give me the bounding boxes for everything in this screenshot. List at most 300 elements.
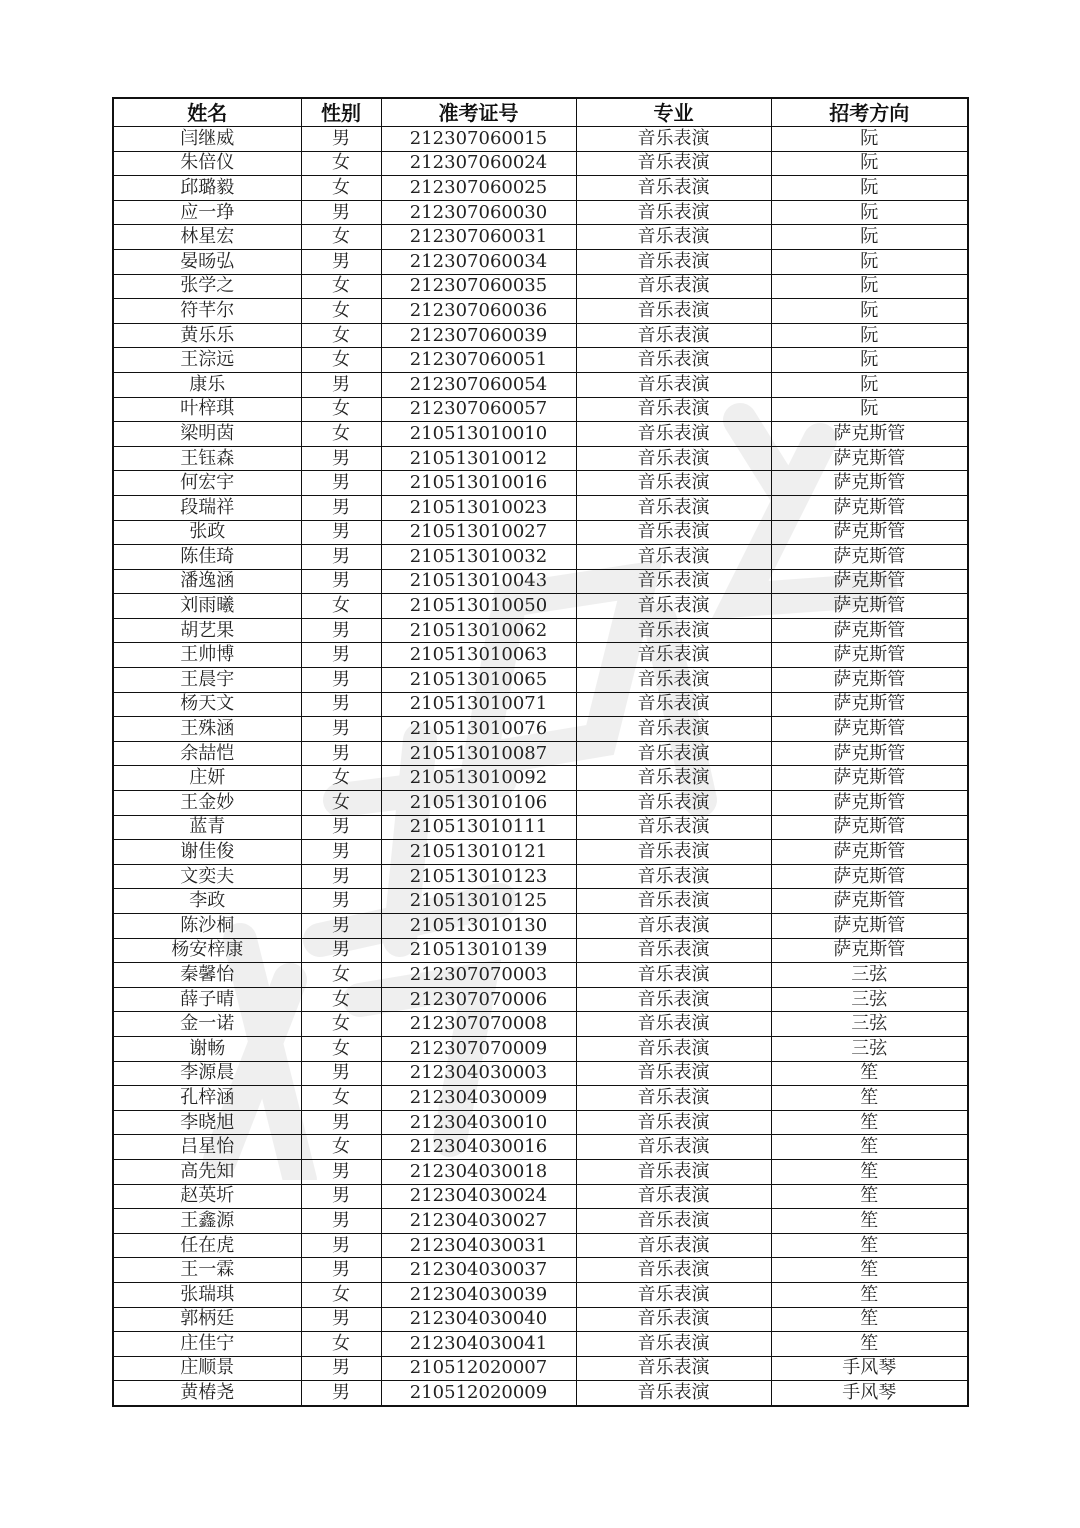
cell-major: 音乐表演	[576, 1135, 771, 1160]
table-row	[113, 225, 968, 250]
cell-gender: 女	[301, 397, 381, 422]
cell-gender: 女	[301, 766, 381, 791]
cell-exam-id: 212304030031	[381, 1233, 576, 1258]
cell-exam-id: 212304030018	[381, 1159, 576, 1184]
cell-name: 闫继威	[113, 127, 301, 152]
cell-gender: 女	[301, 1036, 381, 1061]
table-row	[113, 200, 968, 225]
table-row	[113, 938, 968, 963]
cell-gender: 男	[301, 1110, 381, 1135]
cell-major: 音乐表演	[576, 938, 771, 963]
cell-exam-id: 210513010062	[381, 618, 576, 643]
table-row	[113, 741, 968, 766]
cell-major: 音乐表演	[576, 766, 771, 791]
cell-exam-id: 212307060039	[381, 323, 576, 348]
cell-exam-id: 212307060030	[381, 200, 576, 225]
table-row	[113, 397, 968, 422]
cell-name: 段瑞祥	[113, 495, 301, 520]
cell-name: 张政	[113, 520, 301, 545]
cell-name: 谢畅	[113, 1036, 301, 1061]
cell-gender: 男	[301, 1356, 381, 1381]
cell-name: 林星宏	[113, 225, 301, 250]
cell-name: 杨天文	[113, 692, 301, 717]
table-row	[113, 594, 968, 619]
cell-exam-id: 210513010111	[381, 815, 576, 840]
header-gender: 性别	[301, 98, 381, 127]
cell-major: 音乐表演	[576, 422, 771, 447]
cell-major: 音乐表演	[576, 594, 771, 619]
cell-major: 音乐表演	[576, 151, 771, 176]
cell-exam-id: 212304030009	[381, 1086, 576, 1111]
cell-name: 谢佳俊	[113, 840, 301, 865]
cell-gender: 男	[301, 741, 381, 766]
cell-exam-id: 210513010012	[381, 446, 576, 471]
cell-exam-id: 212307060025	[381, 176, 576, 201]
cell-gender: 男	[301, 840, 381, 865]
cell-gender: 女	[301, 225, 381, 250]
cell-direction: 萨克斯管	[771, 643, 968, 668]
cell-direction: 萨克斯管	[771, 766, 968, 791]
cell-direction: 阮	[771, 249, 968, 274]
cell-direction: 阮	[771, 274, 968, 299]
cell-name: 郭柄廷	[113, 1307, 301, 1332]
cell-name: 陈沙桐	[113, 914, 301, 939]
table-row	[113, 1036, 968, 1061]
table-row	[113, 1356, 968, 1381]
cell-major: 音乐表演	[576, 864, 771, 889]
cell-major: 音乐表演	[576, 299, 771, 324]
cell-direction: 笙	[771, 1159, 968, 1184]
cell-gender: 女	[301, 987, 381, 1012]
cell-major: 音乐表演	[576, 741, 771, 766]
cell-exam-id: 210513010016	[381, 471, 576, 496]
cell-major: 音乐表演	[576, 987, 771, 1012]
cell-name: 叶梓琪	[113, 397, 301, 422]
cell-gender: 男	[301, 495, 381, 520]
cell-exam-id: 212307060057	[381, 397, 576, 422]
cell-exam-id: 212304030024	[381, 1184, 576, 1209]
cell-name: 刘雨曦	[113, 594, 301, 619]
table-row	[113, 1209, 968, 1234]
admission-roster-table	[112, 97, 969, 1407]
cell-name: 孔梓涵	[113, 1086, 301, 1111]
cell-direction: 阮	[771, 200, 968, 225]
cell-major: 音乐表演	[576, 274, 771, 299]
cell-gender: 女	[301, 1086, 381, 1111]
cell-direction: 萨克斯管	[771, 840, 968, 865]
cell-major: 音乐表演	[576, 1086, 771, 1111]
cell-exam-id: 210513010071	[381, 692, 576, 717]
cell-name: 李晓旭	[113, 1110, 301, 1135]
cell-name: 高先知	[113, 1159, 301, 1184]
cell-major: 音乐表演	[576, 1012, 771, 1037]
cell-major: 音乐表演	[576, 1061, 771, 1086]
table-row	[113, 692, 968, 717]
cell-direction: 阮	[771, 372, 968, 397]
cell-name: 庄佳宁	[113, 1332, 301, 1357]
cell-direction: 手风琴	[771, 1356, 968, 1381]
cell-major: 音乐表演	[576, 791, 771, 816]
cell-name: 文奕夫	[113, 864, 301, 889]
cell-name: 应一琤	[113, 200, 301, 225]
cell-direction: 萨克斯管	[771, 520, 968, 545]
cell-direction: 阮	[771, 397, 968, 422]
cell-name: 张瑞琪	[113, 1282, 301, 1307]
cell-gender: 女	[301, 791, 381, 816]
table-row	[113, 422, 968, 447]
cell-gender: 男	[301, 717, 381, 742]
table-row	[113, 1061, 968, 1086]
cell-exam-id: 210513010139	[381, 938, 576, 963]
cell-exam-id: 212304030010	[381, 1110, 576, 1135]
cell-gender: 女	[301, 594, 381, 619]
cell-gender: 男	[301, 372, 381, 397]
cell-exam-id: 212307060036	[381, 299, 576, 324]
cell-direction: 笙	[771, 1135, 968, 1160]
cell-name: 潘逸涵	[113, 569, 301, 594]
cell-direction: 阮	[771, 127, 968, 152]
table-row	[113, 1258, 968, 1283]
table-row	[113, 914, 968, 939]
cell-exam-id: 212304030041	[381, 1332, 576, 1357]
cell-name: 任在虎	[113, 1233, 301, 1258]
table-row	[113, 274, 968, 299]
cell-major: 音乐表演	[576, 249, 771, 274]
cell-exam-id: 212304030037	[381, 1258, 576, 1283]
table-row	[113, 545, 968, 570]
cell-gender: 男	[301, 1209, 381, 1234]
cell-gender: 男	[301, 692, 381, 717]
cell-name: 何宏宇	[113, 471, 301, 496]
cell-direction: 萨克斯管	[771, 471, 968, 496]
table-row	[113, 1086, 968, 1111]
cell-exam-id: 210513010125	[381, 889, 576, 914]
cell-exam-id: 210513010010	[381, 422, 576, 447]
cell-exam-id: 210513010087	[381, 741, 576, 766]
cell-gender: 女	[301, 299, 381, 324]
table-row	[113, 766, 968, 791]
cell-name: 邱璐毅	[113, 176, 301, 201]
table-row	[113, 323, 968, 348]
cell-direction: 三弦	[771, 1036, 968, 1061]
cell-major: 音乐表演	[576, 889, 771, 914]
cell-name: 李源晨	[113, 1061, 301, 1086]
cell-major: 音乐表演	[576, 1159, 771, 1184]
cell-gender: 女	[301, 274, 381, 299]
cell-name: 康乐	[113, 372, 301, 397]
cell-gender: 女	[301, 151, 381, 176]
table-row	[113, 717, 968, 742]
cell-direction: 笙	[771, 1332, 968, 1357]
cell-direction: 萨克斯管	[771, 791, 968, 816]
table-row	[113, 791, 968, 816]
table-row	[113, 643, 968, 668]
cell-gender: 男	[301, 668, 381, 693]
cell-direction: 笙	[771, 1061, 968, 1086]
cell-major: 音乐表演	[576, 446, 771, 471]
cell-name: 王一霖	[113, 1258, 301, 1283]
table-row	[113, 446, 968, 471]
cell-gender: 男	[301, 569, 381, 594]
cell-direction: 萨克斯管	[771, 815, 968, 840]
cell-name: 符芊尔	[113, 299, 301, 324]
cell-major: 音乐表演	[576, 495, 771, 520]
table-row	[113, 1110, 968, 1135]
cell-name: 陈佳琦	[113, 545, 301, 570]
cell-name: 杨安梓康	[113, 938, 301, 963]
cell-gender: 女	[301, 348, 381, 373]
cell-name: 王金妙	[113, 791, 301, 816]
cell-direction: 三弦	[771, 987, 968, 1012]
cell-exam-id: 210513010063	[381, 643, 576, 668]
cell-direction: 笙	[771, 1209, 968, 1234]
table-row	[113, 618, 968, 643]
cell-gender: 女	[301, 1282, 381, 1307]
cell-gender: 男	[301, 545, 381, 570]
cell-direction: 手风琴	[771, 1381, 968, 1406]
table-row	[113, 249, 968, 274]
cell-major: 音乐表演	[576, 520, 771, 545]
cell-major: 音乐表演	[576, 815, 771, 840]
cell-major: 音乐表演	[576, 127, 771, 152]
table-row	[113, 299, 968, 324]
table-row	[113, 840, 968, 865]
cell-direction: 萨克斯管	[771, 889, 968, 914]
cell-name: 王鑫源	[113, 1209, 301, 1234]
cell-name: 王殊涵	[113, 717, 301, 742]
table-row	[113, 520, 968, 545]
cell-direction: 萨克斯管	[771, 446, 968, 471]
cell-exam-id: 210513010065	[381, 668, 576, 693]
cell-major: 音乐表演	[576, 1036, 771, 1061]
cell-exam-id: 212307060051	[381, 348, 576, 373]
cell-gender: 男	[301, 1258, 381, 1283]
cell-major: 音乐表演	[576, 1356, 771, 1381]
cell-exam-id: 210513010106	[381, 791, 576, 816]
header-name: 姓名	[113, 98, 301, 127]
table-row	[113, 1159, 968, 1184]
cell-gender: 男	[301, 643, 381, 668]
cell-major: 音乐表演	[576, 200, 771, 225]
header-exam-id: 准考证号	[381, 98, 576, 127]
cell-name: 张学之	[113, 274, 301, 299]
cell-exam-id: 212307070003	[381, 963, 576, 988]
cell-exam-id: 212304030003	[381, 1061, 576, 1086]
cell-direction: 笙	[771, 1282, 968, 1307]
cell-major: 音乐表演	[576, 225, 771, 250]
table-row	[113, 1135, 968, 1160]
cell-gender: 女	[301, 963, 381, 988]
cell-direction: 萨克斯管	[771, 668, 968, 693]
table-row	[113, 471, 968, 496]
cell-exam-id: 212307060035	[381, 274, 576, 299]
cell-name: 秦馨怡	[113, 963, 301, 988]
cell-gender: 男	[301, 520, 381, 545]
table-row	[113, 963, 968, 988]
cell-exam-id: 210513010130	[381, 914, 576, 939]
cell-gender: 女	[301, 422, 381, 447]
cell-exam-id: 210513010032	[381, 545, 576, 570]
cell-direction: 笙	[771, 1086, 968, 1111]
cell-major: 音乐表演	[576, 1110, 771, 1135]
table-row	[113, 176, 968, 201]
cell-name: 吕星怡	[113, 1135, 301, 1160]
table-row	[113, 348, 968, 373]
cell-exam-id: 212307060015	[381, 127, 576, 152]
cell-major: 音乐表演	[576, 176, 771, 201]
cell-direction: 萨克斯管	[771, 914, 968, 939]
cell-name: 王钰森	[113, 446, 301, 471]
cell-gender: 女	[301, 1135, 381, 1160]
cell-gender: 男	[301, 1381, 381, 1406]
table-row	[113, 864, 968, 889]
cell-name: 胡艺果	[113, 618, 301, 643]
cell-direction: 萨克斯管	[771, 741, 968, 766]
table-row	[113, 151, 968, 176]
cell-gender: 女	[301, 323, 381, 348]
table-row	[113, 1233, 968, 1258]
cell-direction: 萨克斯管	[771, 495, 968, 520]
cell-name: 余喆恺	[113, 741, 301, 766]
cell-gender: 男	[301, 200, 381, 225]
cell-gender: 男	[301, 1233, 381, 1258]
cell-major: 音乐表演	[576, 397, 771, 422]
table-header-row	[113, 98, 968, 127]
table-row	[113, 372, 968, 397]
cell-gender: 男	[301, 1307, 381, 1332]
cell-direction: 笙	[771, 1233, 968, 1258]
cell-major: 音乐表演	[576, 1209, 771, 1234]
cell-major: 音乐表演	[576, 643, 771, 668]
cell-direction: 阮	[771, 176, 968, 201]
cell-direction: 萨克斯管	[771, 864, 968, 889]
cell-gender: 男	[301, 127, 381, 152]
cell-major: 音乐表演	[576, 618, 771, 643]
cell-gender: 男	[301, 938, 381, 963]
cell-exam-id: 212307060034	[381, 249, 576, 274]
cell-direction: 萨克斯管	[771, 717, 968, 742]
cell-major: 音乐表演	[576, 545, 771, 570]
cell-major: 音乐表演	[576, 668, 771, 693]
cell-exam-id: 212307060024	[381, 151, 576, 176]
cell-direction: 阮	[771, 323, 968, 348]
cell-major: 音乐表演	[576, 348, 771, 373]
cell-gender: 女	[301, 176, 381, 201]
cell-exam-id: 212307060031	[381, 225, 576, 250]
cell-direction: 笙	[771, 1307, 968, 1332]
cell-direction: 笙	[771, 1258, 968, 1283]
cell-exam-id: 210512020007	[381, 1356, 576, 1381]
cell-gender: 男	[301, 1061, 381, 1086]
cell-name: 晏旸弘	[113, 249, 301, 274]
cell-name: 李政	[113, 889, 301, 914]
cell-name: 赵英圻	[113, 1184, 301, 1209]
cell-exam-id: 210513010023	[381, 495, 576, 520]
cell-direction: 萨克斯管	[771, 569, 968, 594]
table-row	[113, 1184, 968, 1209]
cell-major: 音乐表演	[576, 569, 771, 594]
cell-name: 庄顺景	[113, 1356, 301, 1381]
cell-exam-id: 210513010050	[381, 594, 576, 619]
cell-major: 音乐表演	[576, 914, 771, 939]
cell-name: 朱倍仪	[113, 151, 301, 176]
cell-gender: 女	[301, 1012, 381, 1037]
header-direction: 招考方向	[771, 98, 968, 127]
cell-gender: 男	[301, 471, 381, 496]
cell-major: 音乐表演	[576, 1233, 771, 1258]
table-row	[113, 1012, 968, 1037]
cell-name: 梁明茵	[113, 422, 301, 447]
cell-name: 庄妍	[113, 766, 301, 791]
cell-gender: 男	[301, 618, 381, 643]
cell-direction: 三弦	[771, 1012, 968, 1037]
cell-exam-id: 210512020009	[381, 1381, 576, 1406]
cell-exam-id: 212307070009	[381, 1036, 576, 1061]
cell-major: 音乐表演	[576, 323, 771, 348]
table-row	[113, 668, 968, 693]
cell-direction: 萨克斯管	[771, 594, 968, 619]
cell-major: 音乐表演	[576, 692, 771, 717]
cell-exam-id: 212307060054	[381, 372, 576, 397]
table-row	[113, 889, 968, 914]
cell-gender: 男	[301, 1184, 381, 1209]
table-row	[113, 1332, 968, 1357]
cell-gender: 男	[301, 889, 381, 914]
cell-gender: 男	[301, 914, 381, 939]
cell-direction: 笙	[771, 1110, 968, 1135]
cell-major: 音乐表演	[576, 1307, 771, 1332]
table-row	[113, 1307, 968, 1332]
cell-exam-id: 210513010027	[381, 520, 576, 545]
table-row	[113, 569, 968, 594]
cell-exam-id: 212304030039	[381, 1282, 576, 1307]
cell-exam-id: 212307070008	[381, 1012, 576, 1037]
cell-direction: 萨克斯管	[771, 692, 968, 717]
cell-exam-id: 210513010092	[381, 766, 576, 791]
cell-major: 音乐表演	[576, 963, 771, 988]
header-major: 专业	[576, 98, 771, 127]
cell-name: 黄椿尧	[113, 1381, 301, 1406]
cell-gender: 男	[301, 864, 381, 889]
cell-major: 音乐表演	[576, 1282, 771, 1307]
cell-exam-id: 212304030040	[381, 1307, 576, 1332]
cell-gender: 男	[301, 815, 381, 840]
cell-major: 音乐表演	[576, 1258, 771, 1283]
cell-major: 音乐表演	[576, 1381, 771, 1406]
cell-direction: 阮	[771, 348, 968, 373]
table-row	[113, 815, 968, 840]
table-row	[113, 987, 968, 1012]
cell-exam-id: 210513010043	[381, 569, 576, 594]
cell-major: 音乐表演	[576, 471, 771, 496]
cell-gender: 女	[301, 1332, 381, 1357]
cell-name: 王晨宇	[113, 668, 301, 693]
cell-name: 王帅博	[113, 643, 301, 668]
cell-exam-id: 212304030027	[381, 1209, 576, 1234]
cell-major: 音乐表演	[576, 1184, 771, 1209]
cell-direction: 萨克斯管	[771, 545, 968, 570]
cell-exam-id: 210513010121	[381, 840, 576, 865]
cell-name: 薛子晴	[113, 987, 301, 1012]
cell-exam-id: 210513010123	[381, 864, 576, 889]
cell-major: 音乐表演	[576, 1332, 771, 1357]
table-row	[113, 1282, 968, 1307]
cell-direction: 三弦	[771, 963, 968, 988]
cell-gender: 男	[301, 249, 381, 274]
cell-gender: 男	[301, 1159, 381, 1184]
cell-name: 蓝青	[113, 815, 301, 840]
cell-direction: 阮	[771, 151, 968, 176]
